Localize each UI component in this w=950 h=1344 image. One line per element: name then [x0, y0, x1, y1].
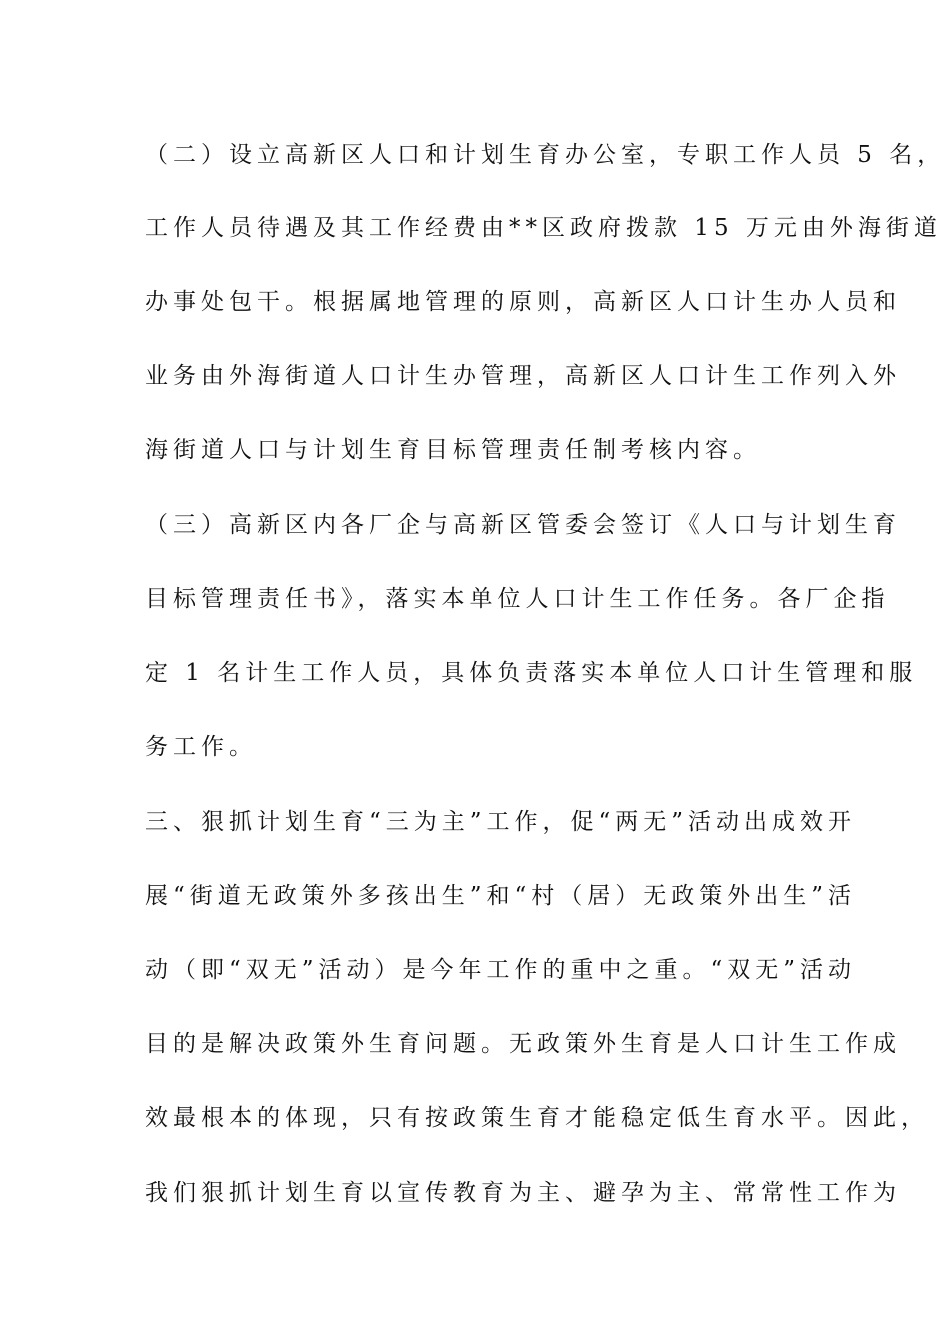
text-line-12: 动（即“双无”活动）是今年工作的重中之重。“双无”活动 — [145, 957, 857, 983]
text-line-9: 务工作。 — [145, 734, 257, 760]
text-line-4: 业务由外海街道人口计生办管理，高新区人口计生工作列入外 — [145, 363, 901, 389]
text-line-8: 定 1 名计生工作人员，具体负责落实本单位人口计生管理和服 — [145, 660, 918, 686]
text-line-2: 工作人员待遇及其工作经费由**区政府拨款 15 万元由外海街道 — [145, 215, 942, 241]
text-line-5: 海街道人口与计划生育目标管理责任制考核内容。 — [145, 437, 761, 463]
text-line-11: 展“街道无政策外多孩出生”和“村（居）无政策外出生”活 — [145, 883, 857, 909]
text-line-15: 我们狠抓计划生育以宣传教育为主、避孕为主、常常性工作为 — [145, 1180, 901, 1206]
text-line-3: 办事处包干。根据属地管理的原则，高新区人口计生办人员和 — [145, 289, 901, 315]
text-line-10: 三、狠抓计划生育“三为主”工作，促“两无”活动出成效开 — [145, 809, 857, 835]
text-line-6: （三）高新区内各厂企与高新区管委会签订《人口与计划生育 — [145, 512, 901, 538]
text-line-13: 目的是解决政策外生育问题。无政策外生育是人口计生工作成 — [145, 1031, 901, 1057]
text-line-1: （二）设立高新区人口和计划生育办公室，专职工作人员 5 名， — [145, 142, 946, 168]
text-line-14: 效最根本的体现，只有按政策生育才能稳定低生育水平。因此， — [145, 1105, 929, 1131]
text-line-7: 目标管理责任书》，落实本单位人口计生工作任务。各厂企指 — [145, 586, 890, 612]
